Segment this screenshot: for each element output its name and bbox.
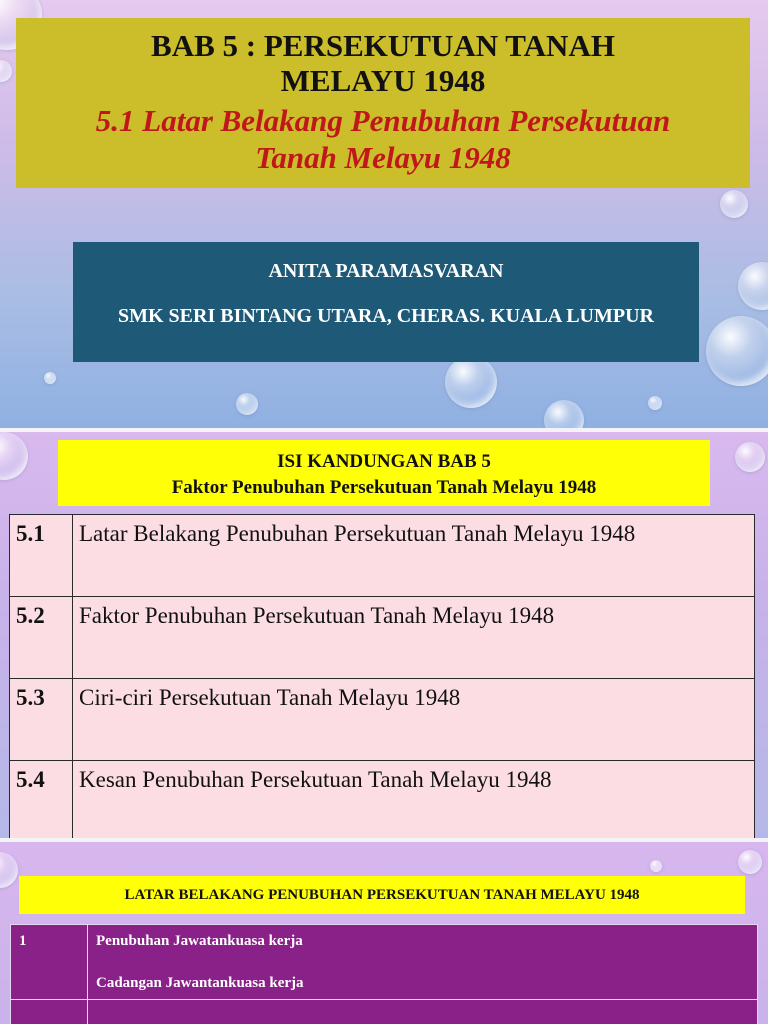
chapter-subtitle-line: 5.1 Latar Belakang Penubuhan Persekutuan [95,103,671,138]
table-row [11,1000,758,1024]
author-name: ANITA PARAMASVARAN [268,260,504,282]
chapter-subtitle [16,102,750,176]
section-header: LATAR BELAKANG PENUBUHAN PERSEKUTUAN TANAH MELAYU 1948 [19,876,745,914]
table-row [11,925,758,1000]
slide-contents [0,432,768,838]
chapter-subtitle-line: Tanah Melayu 1948 [255,140,511,175]
contents-header-title: ISI KANDUNGAN BAB 5 [277,451,491,472]
row-number: 5.3 [10,679,73,761]
bubble-decoration [0,60,12,82]
bubble-decoration [738,850,762,874]
bubble-decoration [735,442,765,472]
bubble-decoration [650,860,662,872]
row-text [88,925,758,1000]
chapter-title [16,28,750,98]
row-number: 5.1 [10,515,73,597]
title-box [16,18,750,188]
bubble-decoration [648,396,662,410]
slide-background [0,842,768,1024]
contents-table [9,514,755,838]
row-text [88,1000,758,1024]
bubble-decoration [0,852,18,888]
table-row [10,761,755,839]
row-text: Kesan Penubuhan Persekutuan Tanah Melayu 1948 [73,761,755,839]
bubble-decoration [0,432,28,480]
background-table [10,924,758,1024]
contents-header-subtitle: Faktor Penubuhan Persekutuan Tanah Melayu 1948 [171,477,597,498]
bubble-decoration [544,400,584,428]
author-box [73,242,699,362]
school-name: SMK SERI BINTANG UTARA, CHERAS. KUALA LUMPUR [118,305,654,327]
row-number: 5.2 [10,597,73,679]
contents-header [58,440,710,506]
bubble-decoration [706,316,768,386]
table-row [10,679,755,761]
row-text-line: Penubuhan Jawatankuasa kerja [96,933,303,949]
table-row [10,597,755,679]
row-text: Faktor Penubuhan Persekutuan Tanah Melayu 1948 [73,597,755,679]
table-row [10,515,755,597]
row-number: 5.4 [10,761,73,839]
row-text: Latar Belakang Penubuhan Persekutuan Tanah Melayu 1948 [73,515,755,597]
row-number: 1 [11,925,88,1000]
row-text: Ciri-ciri Persekutuan Tanah Melayu 1948 [73,679,755,761]
row-number [11,1000,88,1024]
chapter-title-line: MELAYU 1948 [280,63,486,98]
bubble-decoration [445,356,497,408]
row-text-line: Cadangan Jawantankuasa kerja [96,975,304,991]
bubble-decoration [720,190,748,218]
bubble-decoration [236,393,258,415]
bubble-decoration [738,262,768,310]
chapter-title-line: BAB 5 : PERSEKUTUAN TANAH [151,28,615,63]
bubble-decoration [44,372,56,384]
slide-title [0,0,768,428]
